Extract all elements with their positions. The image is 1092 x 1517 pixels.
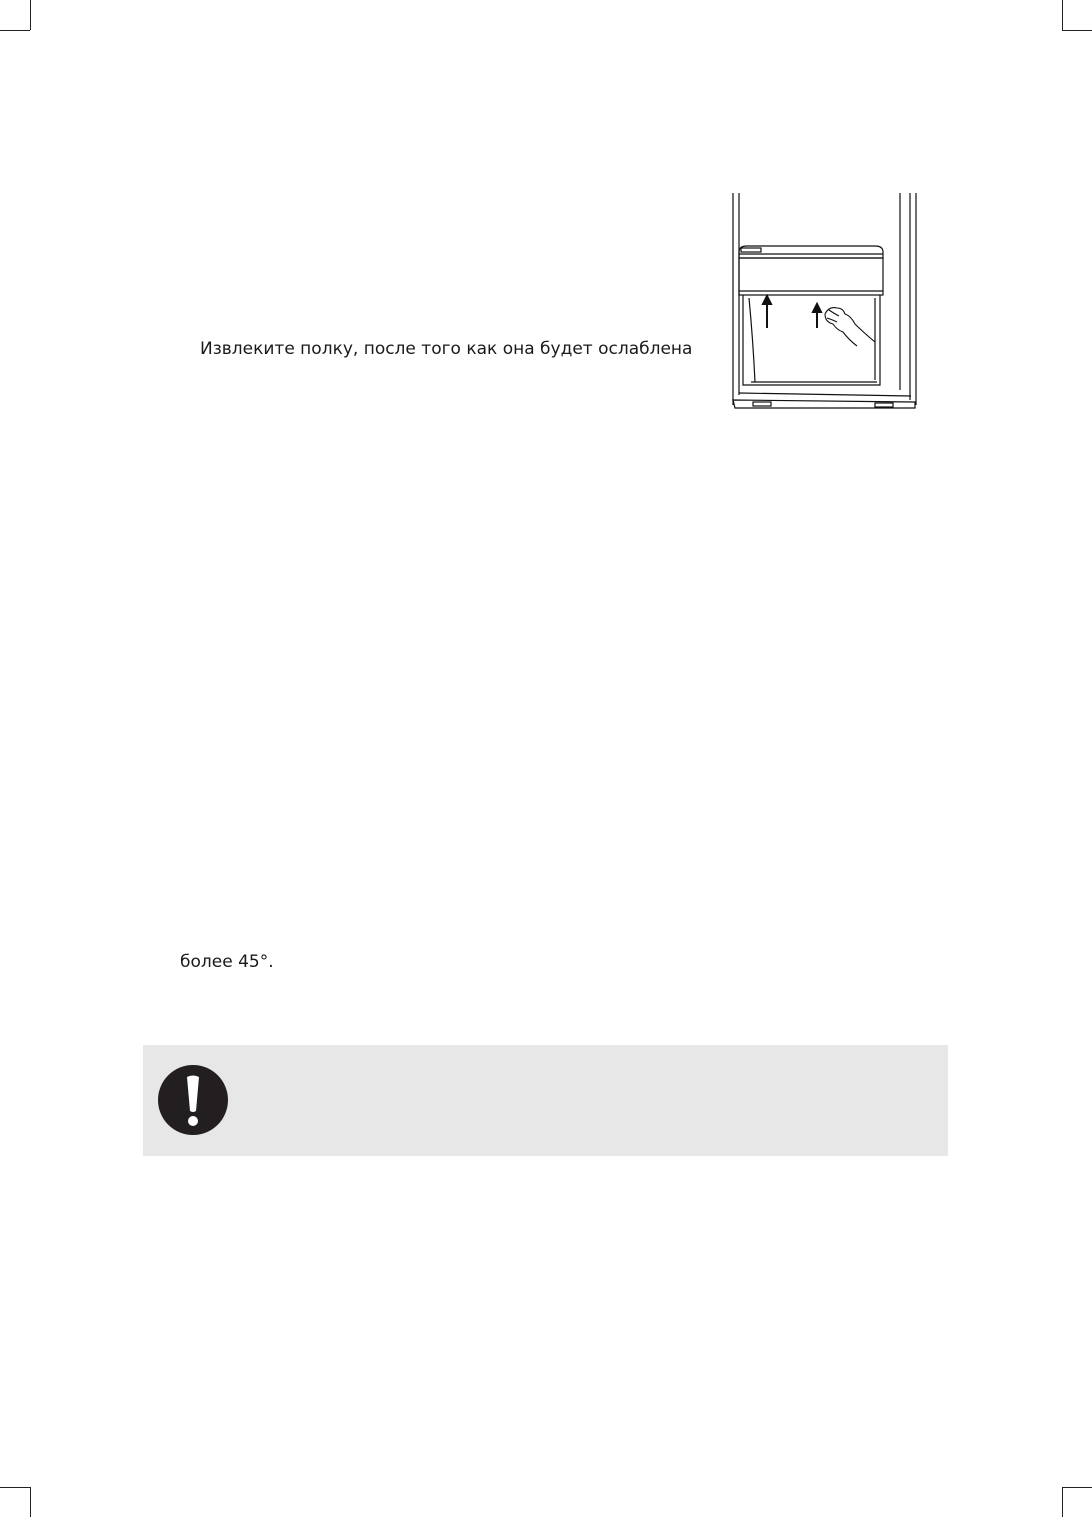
crop-mark-top-right [1062,30,1092,31]
crop-mark-bottom-left [30,1487,31,1517]
angle-note-text: более 45°. [180,952,274,972]
crop-mark-bottom-right [1062,1487,1092,1488]
warning-notice-box [143,1045,948,1156]
exclamation-icon [158,1065,228,1135]
instruction-text: Извлеките полку, после того как она будет ослаблена [200,339,693,359]
crop-mark-bottom-left [0,1487,30,1488]
crop-mark-top-right [1062,0,1063,30]
crop-mark-top-left [0,30,30,31]
crop-mark-bottom-right [1062,1487,1063,1517]
crop-mark-top-left [30,0,31,30]
door-shelf-removal-illustration [725,190,920,415]
